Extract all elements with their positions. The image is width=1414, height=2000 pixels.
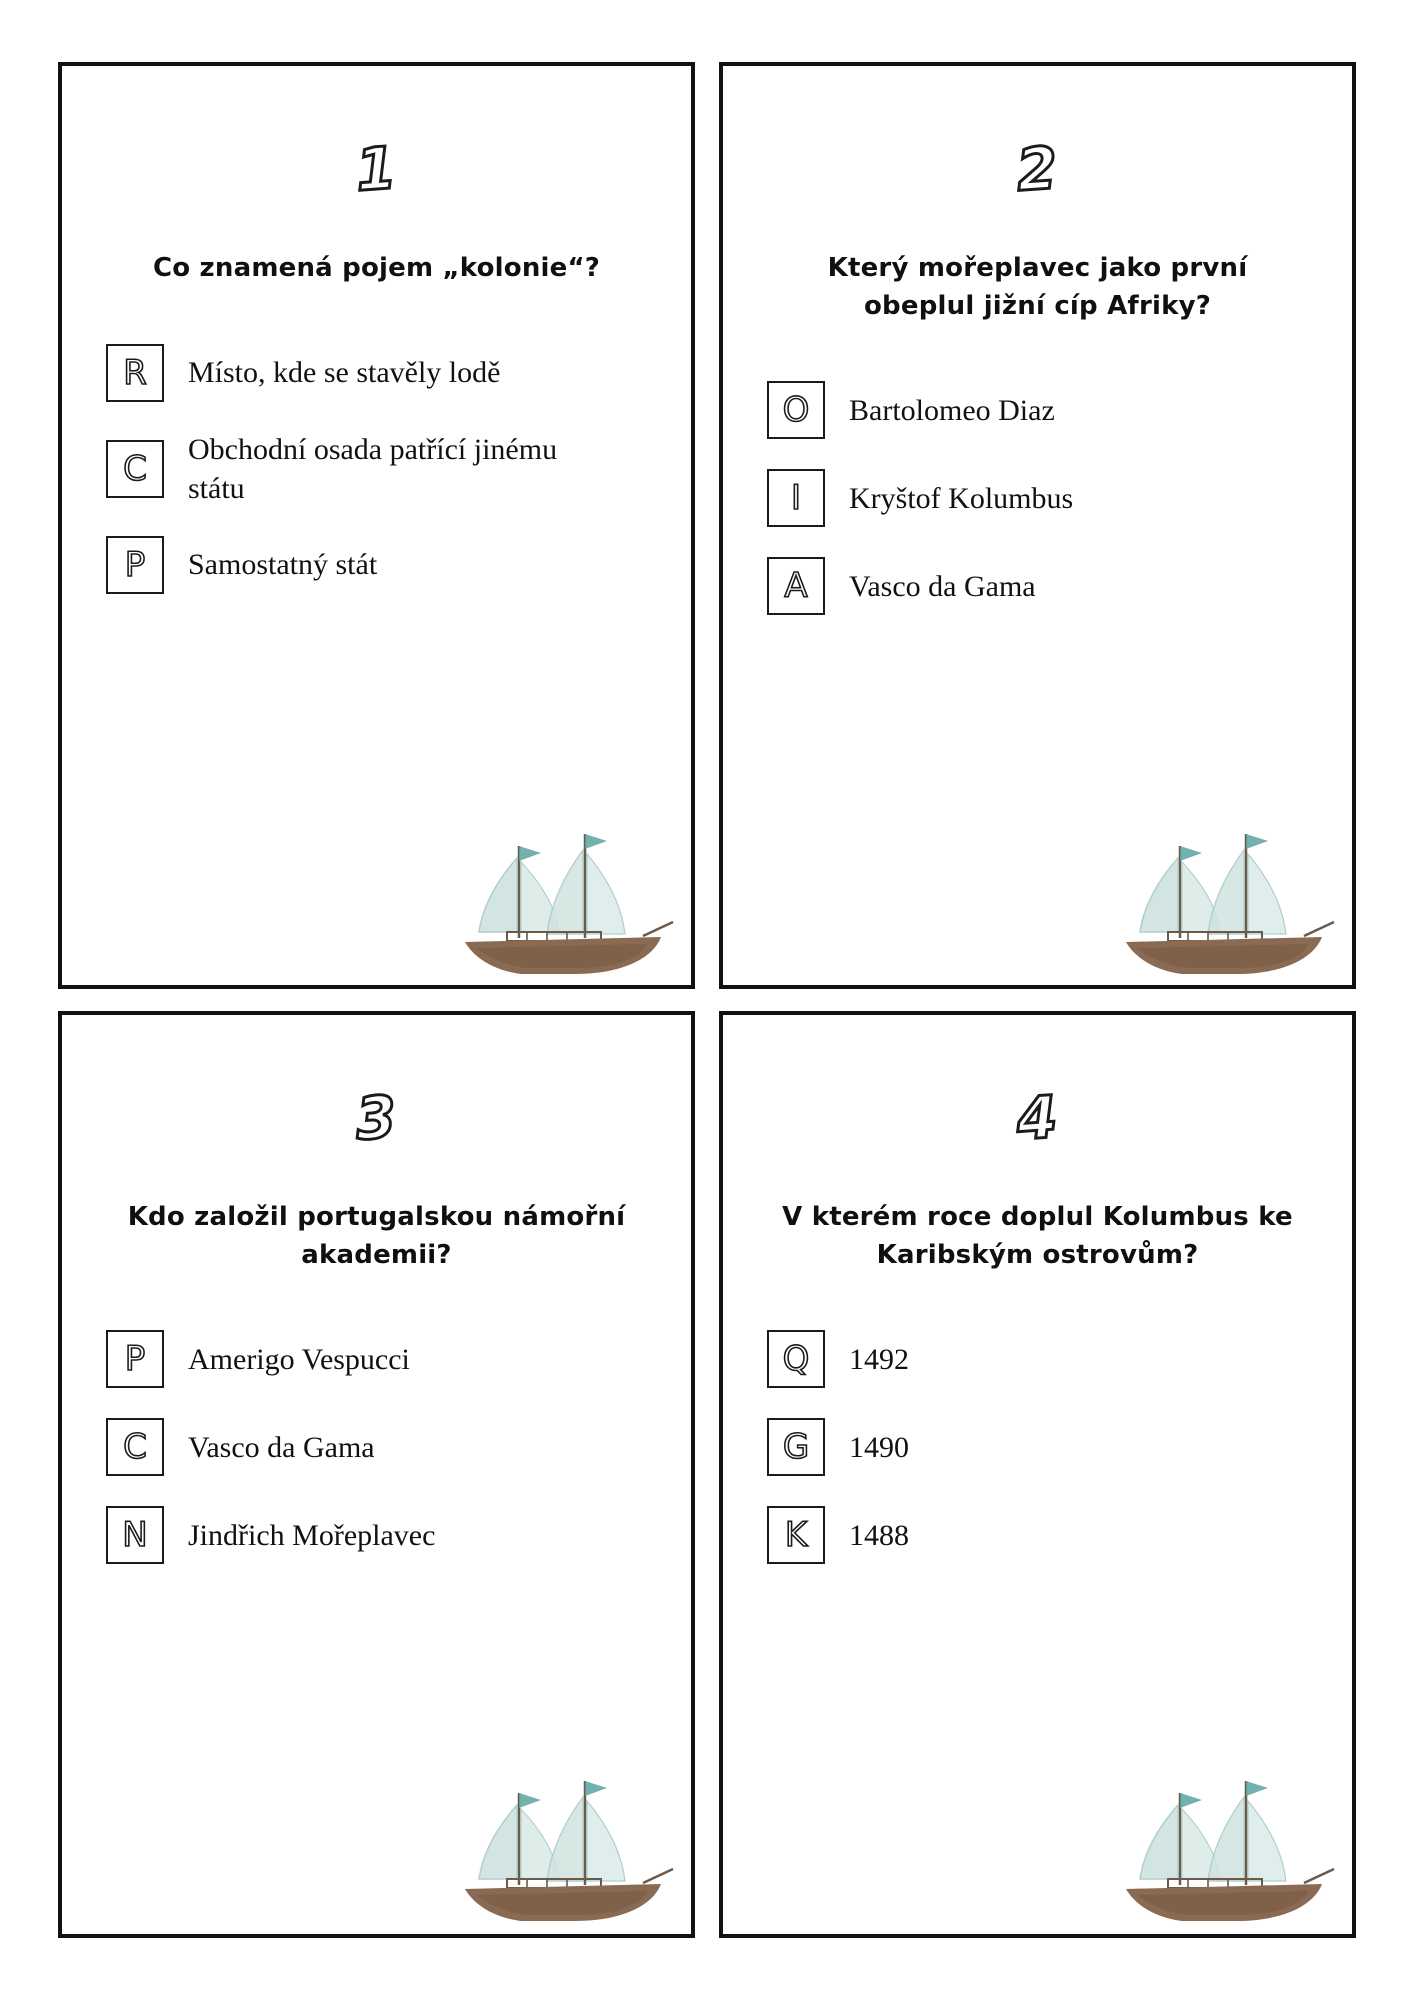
answer-list [767,379,1308,617]
card-question: Co znamená pojem „kolonie“? [152,253,601,283]
answer-letter-box: G [767,1418,825,1476]
answer-label: 1492 [849,1342,909,1376]
card-number: 3 [353,1082,400,1154]
answer-letter-box: K [767,1506,825,1564]
answer-letter-box: C [106,440,164,498]
sailing-ship-icon [447,1753,677,1928]
answer-label: Vasco da Gama [188,1430,375,1464]
answer-letter-box: N [106,1506,164,1564]
sailing-ship-icon [1108,806,1338,981]
quiz-card-2 [719,62,1356,989]
quiz-card-1 [58,62,695,989]
answer-letter-box: I [767,469,825,527]
card-question: Kdo založil portugalskou námořní akademii? [127,1202,626,1270]
answer-letter-box: R [106,344,164,402]
answer-label: Obchodní osada patřící jinému státu [188,432,558,505]
card-question: Který mořeplavec jako první obeplul jižní cíp Afriky? [827,253,1248,321]
answer-label: Bartolomeo Diaz [849,393,1055,427]
answer-label: Vasco da Gama [849,569,1036,603]
quiz-card-3 [58,1011,695,1938]
card-question: V kterém roce doplul Kolumbus ke Karibským ostrovům? [782,1202,1293,1270]
answer-list [106,342,647,596]
answer-letter-box: O [767,381,825,439]
answer-letter-box: C [106,1418,164,1476]
answer-label: 1490 [849,1430,909,1464]
sailing-ship-icon [447,806,677,981]
answer-letter-box: Q [767,1330,825,1388]
sailing-ship-icon [1108,1753,1338,1928]
answer-label: Samostatný stát [188,548,378,582]
answer-list [106,1328,647,1566]
answer-option[interactable] [106,342,647,404]
answer-letter-box: P [106,1330,164,1388]
card-number: 2 [1014,133,1061,205]
answer-option[interactable] [767,1416,1308,1478]
answer-letter-box: A [767,557,825,615]
answer-label: Jindřich Mořeplavec [188,1518,436,1552]
card-number: 4 [1014,1082,1061,1154]
card-number: 1 [353,133,400,205]
card-grid [58,62,1356,1938]
answer-label: Místo, kde se stavěly lodě [188,356,501,390]
answer-option[interactable] [106,534,647,596]
answer-list [767,1328,1308,1566]
answer-option[interactable] [106,1416,647,1478]
answer-option[interactable] [767,555,1308,617]
answer-option[interactable] [767,1504,1308,1566]
answer-label: 1488 [849,1518,909,1552]
answer-option[interactable] [767,1328,1308,1390]
answer-label: Amerigo Vespucci [188,1342,410,1376]
answer-label: Kryštof Kolumbus [849,481,1074,515]
answer-letter-box: P [106,536,164,594]
answer-option[interactable] [767,379,1308,441]
quiz-card-4 [719,1011,1356,1938]
answer-option[interactable] [106,430,647,508]
answer-option[interactable] [106,1504,647,1566]
answer-option[interactable] [106,1328,647,1390]
answer-option[interactable] [767,467,1308,529]
